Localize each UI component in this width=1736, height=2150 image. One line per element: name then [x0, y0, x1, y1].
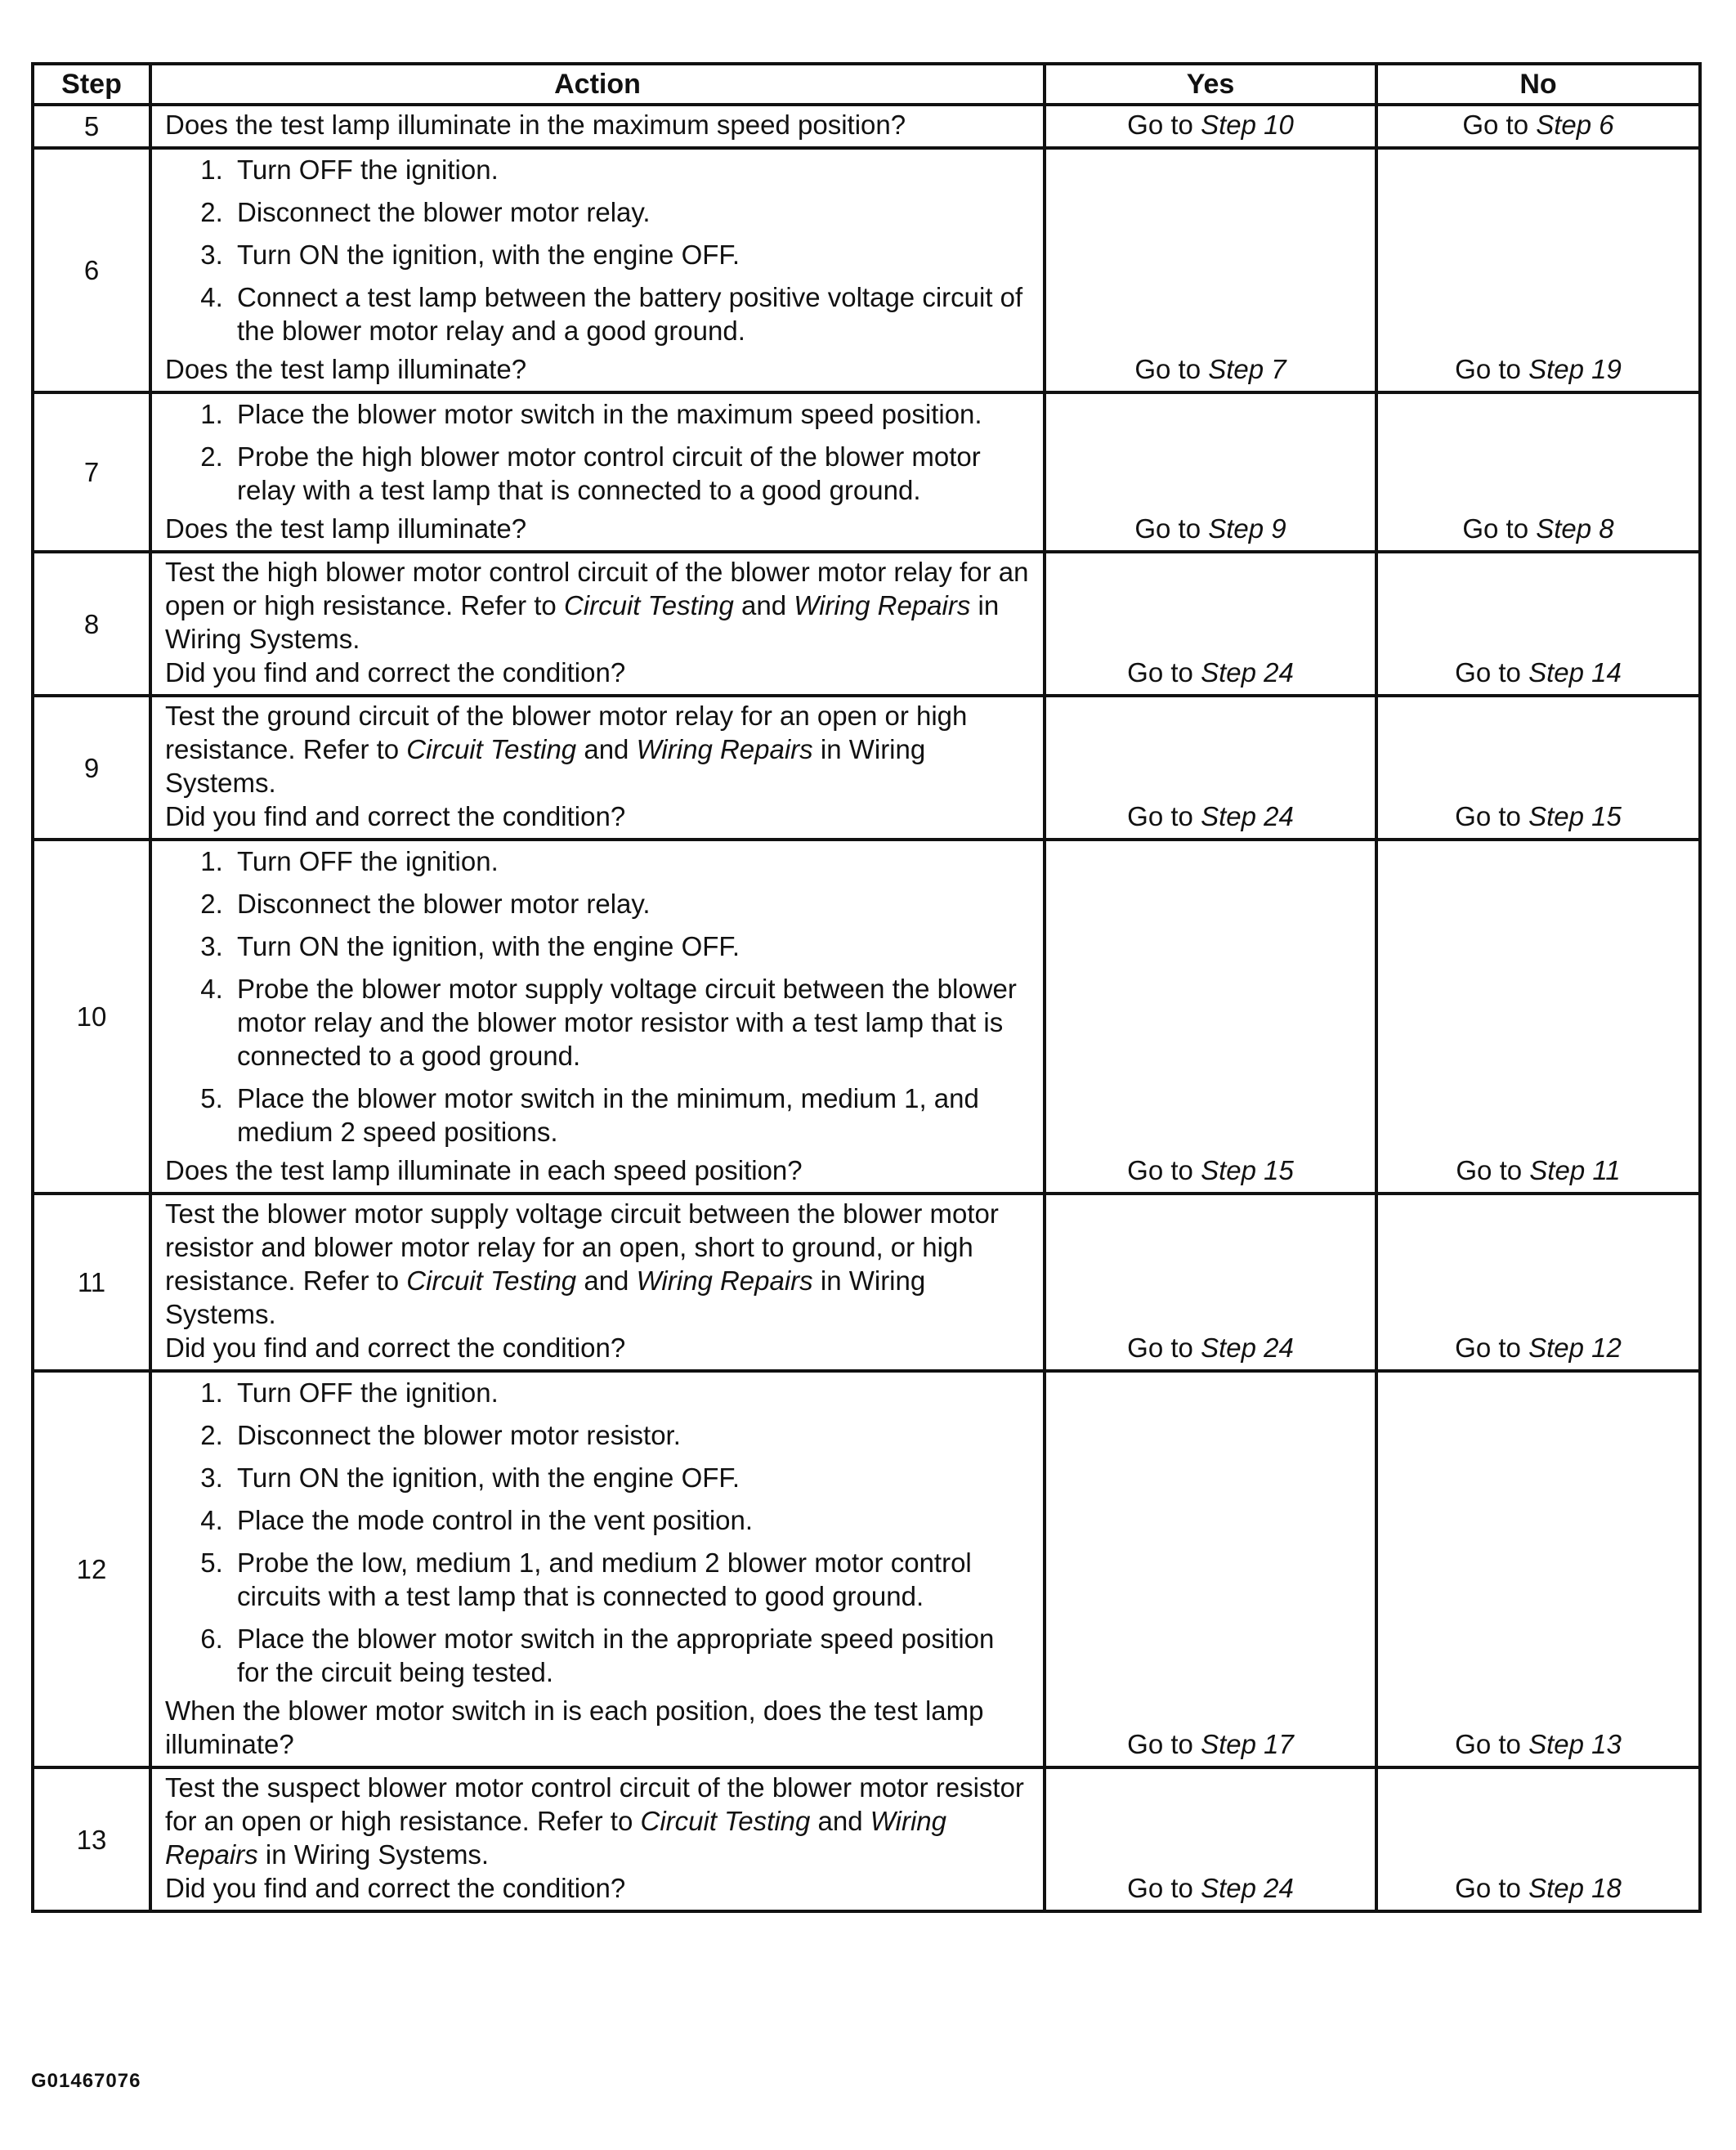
- yes-cell: Go to Step 9: [1045, 392, 1376, 552]
- yes-cell: Go to Step 24: [1045, 1194, 1376, 1371]
- action-cell: [150, 1767, 1045, 1911]
- reference-italic: Wiring Repairs: [636, 1265, 813, 1296]
- step-reference: Step 24: [1201, 1873, 1294, 1903]
- action-text: Test the high blower motor control circuit of the blower motor relay for an open or high resistance. Refer to Circuit Testing and Wiring Repairs in Wiring Systems.: [165, 557, 1029, 654]
- table-header-row: [33, 64, 1700, 105]
- step-reference: Step 18: [1528, 1873, 1622, 1903]
- step-reference: Step 8: [1536, 513, 1614, 544]
- no-cell: Go to Step 15: [1376, 696, 1700, 840]
- no-cell: Go to Step 11: [1376, 840, 1700, 1194]
- step-reference: Step 12: [1528, 1333, 1622, 1363]
- reference-italic: Circuit Testing: [406, 734, 577, 764]
- step-number: 13: [33, 1767, 150, 1911]
- action-step-item: 3. Turn ON the ignition, with the engine OFF.: [230, 929, 1031, 963]
- action-step-item: 4. Probe the blower motor supply voltage circuit between the blower motor relay and the blower motor resistor with a test lamp that is connected to a good ground.: [230, 972, 1031, 1073]
- step-reference: Step 14: [1528, 657, 1622, 688]
- action-text: Did you find and correct the condition?: [165, 801, 626, 831]
- table-row: [33, 148, 1700, 392]
- no-cell: Go to Step 19: [1376, 148, 1700, 392]
- table-row: [33, 840, 1700, 1194]
- action-cell: [150, 696, 1045, 840]
- step-number: 8: [33, 552, 150, 696]
- step-number: 12: [33, 1371, 150, 1767]
- yes-column-header: Yes: [1045, 64, 1376, 105]
- action-text: Test the blower motor supply voltage circuit between the blower motor resistor and blower motor relay for an open, short to ground, or high resistance. Refer to Circuit Testing and Wiring Repairs in Wiring Systems.: [165, 1198, 999, 1329]
- action-cell: [150, 840, 1045, 1194]
- action-cell: [150, 148, 1045, 392]
- reference-italic: Circuit Testing: [406, 1265, 577, 1296]
- action-cell: [150, 1371, 1045, 1767]
- table-row: [33, 105, 1700, 148]
- table-row: [33, 696, 1700, 840]
- action-text: Does the test lamp illuminate?: [165, 354, 527, 384]
- table-body: [33, 105, 1700, 1911]
- action-text: Did you find and correct the condition?: [165, 1873, 626, 1903]
- table-row: [33, 1194, 1700, 1371]
- action-step-item: 1. Turn OFF the ignition.: [230, 1376, 1031, 1409]
- action-step-item: 1. Place the blower motor switch in the maximum speed position.: [230, 397, 1031, 431]
- step-number: 5: [33, 105, 150, 148]
- no-cell: Go to Step 12: [1376, 1194, 1700, 1371]
- no-column-header: No: [1376, 64, 1700, 105]
- step-reference: Step 9: [1208, 513, 1286, 544]
- action-step-item: 2. Disconnect the blower motor relay.: [230, 887, 1031, 920]
- action-steps-list: [165, 1376, 1031, 1689]
- action-step-item: 4. Connect a test lamp between the battery positive voltage circuit of the blower motor relay and a good ground.: [230, 280, 1031, 347]
- action-column-header: Action: [150, 64, 1045, 105]
- step-number: 6: [33, 148, 150, 392]
- action-text: When the blower motor switch in is each position, does the test lamp illuminate?: [165, 1695, 984, 1759]
- action-step-item: 2. Probe the high blower motor control circuit of the blower motor relay with a test lamp that is connected to a good ground.: [230, 440, 1031, 507]
- step-reference: Step 24: [1201, 1333, 1294, 1363]
- figure-id: G01467076: [31, 2070, 141, 2092]
- action-step-item: 1. Turn OFF the ignition.: [230, 844, 1031, 878]
- action-text: Did you find and correct the condition?: [165, 657, 626, 688]
- action-step-item: 3. Turn ON the ignition, with the engine OFF.: [230, 238, 1031, 271]
- step-reference: Step 19: [1528, 354, 1622, 384]
- action-cell: [150, 392, 1045, 552]
- step-reference: Step 13: [1528, 1729, 1622, 1759]
- action-steps-list: [165, 153, 1031, 347]
- action-text: Test the ground circuit of the blower motor relay for an open or high resistance. Refer to Circuit Testing and Wiring Repairs in Wiring Systems.: [165, 701, 968, 798]
- step-reference: Step 24: [1201, 657, 1294, 688]
- action-step-item: 2. Disconnect the blower motor relay.: [230, 195, 1031, 229]
- action-step-item: 2. Disconnect the blower motor resistor.: [230, 1418, 1031, 1452]
- yes-cell: Go to Step 24: [1045, 1767, 1376, 1911]
- yes-cell: Go to Step 7: [1045, 148, 1376, 392]
- action-step-item: 1. Turn OFF the ignition.: [230, 153, 1031, 186]
- step-column-header: Step: [33, 64, 150, 105]
- action-text: Test the suspect blower motor control circuit of the blower motor resistor for an open or high resistance. Refer to Circuit Testing and Wiring Repairs in Wiring Systems.: [165, 1772, 1024, 1870]
- yes-cell: Go to Step 24: [1045, 552, 1376, 696]
- diagnostic-table: [31, 62, 1702, 1913]
- reference-italic: Wiring Repairs: [165, 1806, 946, 1870]
- yes-cell: Go to Step 15: [1045, 840, 1376, 1194]
- table-row: [33, 552, 1700, 696]
- no-cell: Go to Step 8: [1376, 392, 1700, 552]
- action-steps-list: [165, 397, 1031, 507]
- action-text: Does the test lamp illuminate in each speed position?: [165, 1155, 803, 1185]
- reference-italic: Circuit Testing: [563, 590, 734, 620]
- step-number: 11: [33, 1194, 150, 1371]
- action-step-item: 3. Turn ON the ignition, with the engine OFF.: [230, 1461, 1031, 1494]
- action-step-item: 6. Place the blower motor switch in the appropriate speed position for the circuit being tested.: [230, 1622, 1031, 1689]
- no-cell: Go to Step 14: [1376, 552, 1700, 696]
- reference-italic: Wiring Repairs: [794, 590, 971, 620]
- no-cell: Go to Step 13: [1376, 1371, 1700, 1767]
- table-row: [33, 392, 1700, 552]
- no-cell: Go to Step 18: [1376, 1767, 1700, 1911]
- yes-cell: Go to Step 24: [1045, 696, 1376, 840]
- step-reference: Step 17: [1201, 1729, 1294, 1759]
- action-steps-list: [165, 844, 1031, 1149]
- step-number: 7: [33, 392, 150, 552]
- step-reference: Step 15: [1201, 1155, 1294, 1185]
- action-step-item: 5. Place the blower motor switch in the minimum, medium 1, and medium 2 speed positions.: [230, 1082, 1031, 1149]
- action-text: Does the test lamp illuminate?: [165, 513, 527, 544]
- table-row: [33, 1767, 1700, 1911]
- step-reference: Step 24: [1201, 801, 1294, 831]
- yes-cell: Go to Step 17: [1045, 1371, 1376, 1767]
- action-step-item: 5. Probe the low, medium 1, and medium 2 blower motor control circuits with a test lamp that is connected to good ground.: [230, 1546, 1031, 1613]
- step-reference: Step 11: [1529, 1155, 1621, 1185]
- step-reference: Step 10: [1201, 110, 1294, 140]
- reference-italic: Circuit Testing: [640, 1806, 811, 1836]
- step-number: 10: [33, 840, 150, 1194]
- action-text: Does the test lamp illuminate in the maximum speed position?: [165, 110, 906, 140]
- yes-cell: Go to Step 10: [1045, 105, 1376, 148]
- step-number: 9: [33, 696, 150, 840]
- step-reference: Step 7: [1208, 354, 1286, 384]
- step-reference: Step 6: [1536, 110, 1614, 140]
- action-text: Did you find and correct the condition?: [165, 1333, 626, 1363]
- reference-italic: Wiring Repairs: [636, 734, 813, 764]
- action-cell: [150, 552, 1045, 696]
- table-row: [33, 1371, 1700, 1767]
- no-cell: Go to Step 6: [1376, 105, 1700, 148]
- action-cell: [150, 105, 1045, 148]
- action-cell: [150, 1194, 1045, 1371]
- step-reference: Step 15: [1528, 801, 1622, 831]
- action-step-item: 4. Place the mode control in the vent position.: [230, 1503, 1031, 1537]
